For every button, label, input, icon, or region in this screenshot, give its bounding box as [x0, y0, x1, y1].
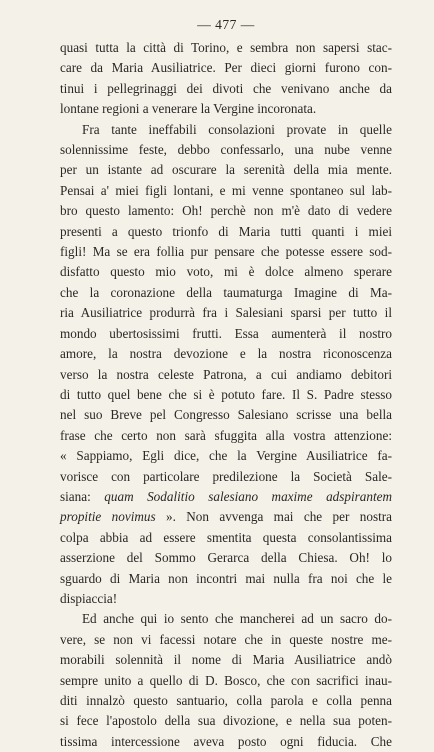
- text-line: amore, la nostra devozione e la nostra riconoscenza: [60, 346, 392, 362]
- text-line: sempre unito a quello di D. Bosco, che con sacrifici inau-: [60, 672, 392, 688]
- text-segment: ». Non avvenga mai che per nostra: [155, 509, 392, 525]
- text-line: morabili solennità il nome di Maria Ausiliatrice andò: [60, 652, 392, 668]
- paragraph-1: [60, 38, 392, 120]
- text-line: verso la nostra celeste Patrona, a cui andiamo debitori: [60, 366, 392, 382]
- text-line: frase che certo non sarà sfuggita alla vostra attenzione:: [60, 427, 392, 443]
- text-line: presenti a questo trionfo di Maria tutti quanti i miei: [60, 223, 392, 239]
- text-line: bro questo lamento: Oh! perchè non m'è dato di vedere: [60, 203, 392, 219]
- italic-latin-text: propitie novimus: [60, 509, 156, 525]
- text-line: tinui i pellegrinaggi dei divoti che venivano anche da: [60, 80, 392, 96]
- text-line: colpa abbia ad essere smentita questa consolantissima: [60, 529, 392, 545]
- paragraph-3: [60, 609, 392, 752]
- text-line: vere, se non vi facessi notare che in queste nostre me-: [60, 631, 392, 647]
- text-line: di tutto quel bene che si è potuto fare. Il S. Padre stesso: [60, 386, 392, 402]
- text-line: per un istante ad oscurare la serenità della mia mente.: [60, 162, 392, 178]
- text-line: sguardo di Maria non incontri mai nulla fra noi che le: [60, 570, 392, 586]
- text-line: asserzione del Sommo Gerarca della Chiesa. Oh! lo: [60, 550, 392, 566]
- text-line: dispiaccia!: [60, 590, 118, 606]
- text-line: Pensai a' miei figli lontani, e mi venne spontaneo sul lab-: [60, 182, 392, 198]
- text-line: figli! Ma se era follia pur pensare che potesse essere sod-: [60, 244, 392, 260]
- text-line: che la coronazione della taumaturga Imagine di Ma-: [60, 284, 392, 300]
- text-line: diti innalzò questo santuario, colla parola e colla penna: [60, 693, 392, 708]
- text-line: disfatto questo mio voto, mi è dolce almeno sperare: [60, 264, 392, 280]
- text-line: tissima intercessione aveva posto ogni fiducia. Che: [60, 733, 392, 749]
- page-number: — 477 —: [197, 17, 255, 32]
- text-line: vorisce con particolare predilezione la Società Sale-: [60, 468, 392, 484]
- text-segment: siana:: [60, 488, 105, 504]
- text-line: solennissime feste, debbo confessarlo, una nube venne: [60, 142, 392, 158]
- text-line: lontane regioni a venerare la Vergine incoronata.: [60, 101, 317, 117]
- text-line: nel suo Breve pel Congresso Salesiano scrisse una bella: [60, 407, 392, 423]
- text-line: Fra tante ineffabili consolazioni provate in quelle: [82, 121, 392, 137]
- paragraph-2: [60, 120, 392, 610]
- text-line-latin-quote: [60, 507, 392, 527]
- text-line: « Sappiamo, Egli dice, che la Vergine Ausiliatrice fa-: [60, 448, 392, 464]
- text-line: care da Maria Ausiliatrice. Per dieci giorni furono con-: [60, 60, 392, 76]
- document-page: [60, 14, 392, 752]
- text-line: si fece l'apostolo della sua divozione, e nella sua poten-: [60, 713, 392, 729]
- text-line: Ed anche qui io sento che mancherei ad un sacro do-: [82, 611, 392, 627]
- text-line-latin-quote: [60, 487, 392, 507]
- text-line: ria Ausiliatrice produrrà fra i Salesiani sparsi per tutto il: [60, 305, 392, 321]
- text-line: mondo ubertosissimi frutti. Essa aumenterà il nostro: [60, 325, 392, 341]
- text-line: quasi tutta la città di Torino, e sembra non sapersi stac-: [60, 40, 392, 55]
- italic-latin-text: quam Sodalitio salesiano maxime adspirantem: [104, 488, 393, 504]
